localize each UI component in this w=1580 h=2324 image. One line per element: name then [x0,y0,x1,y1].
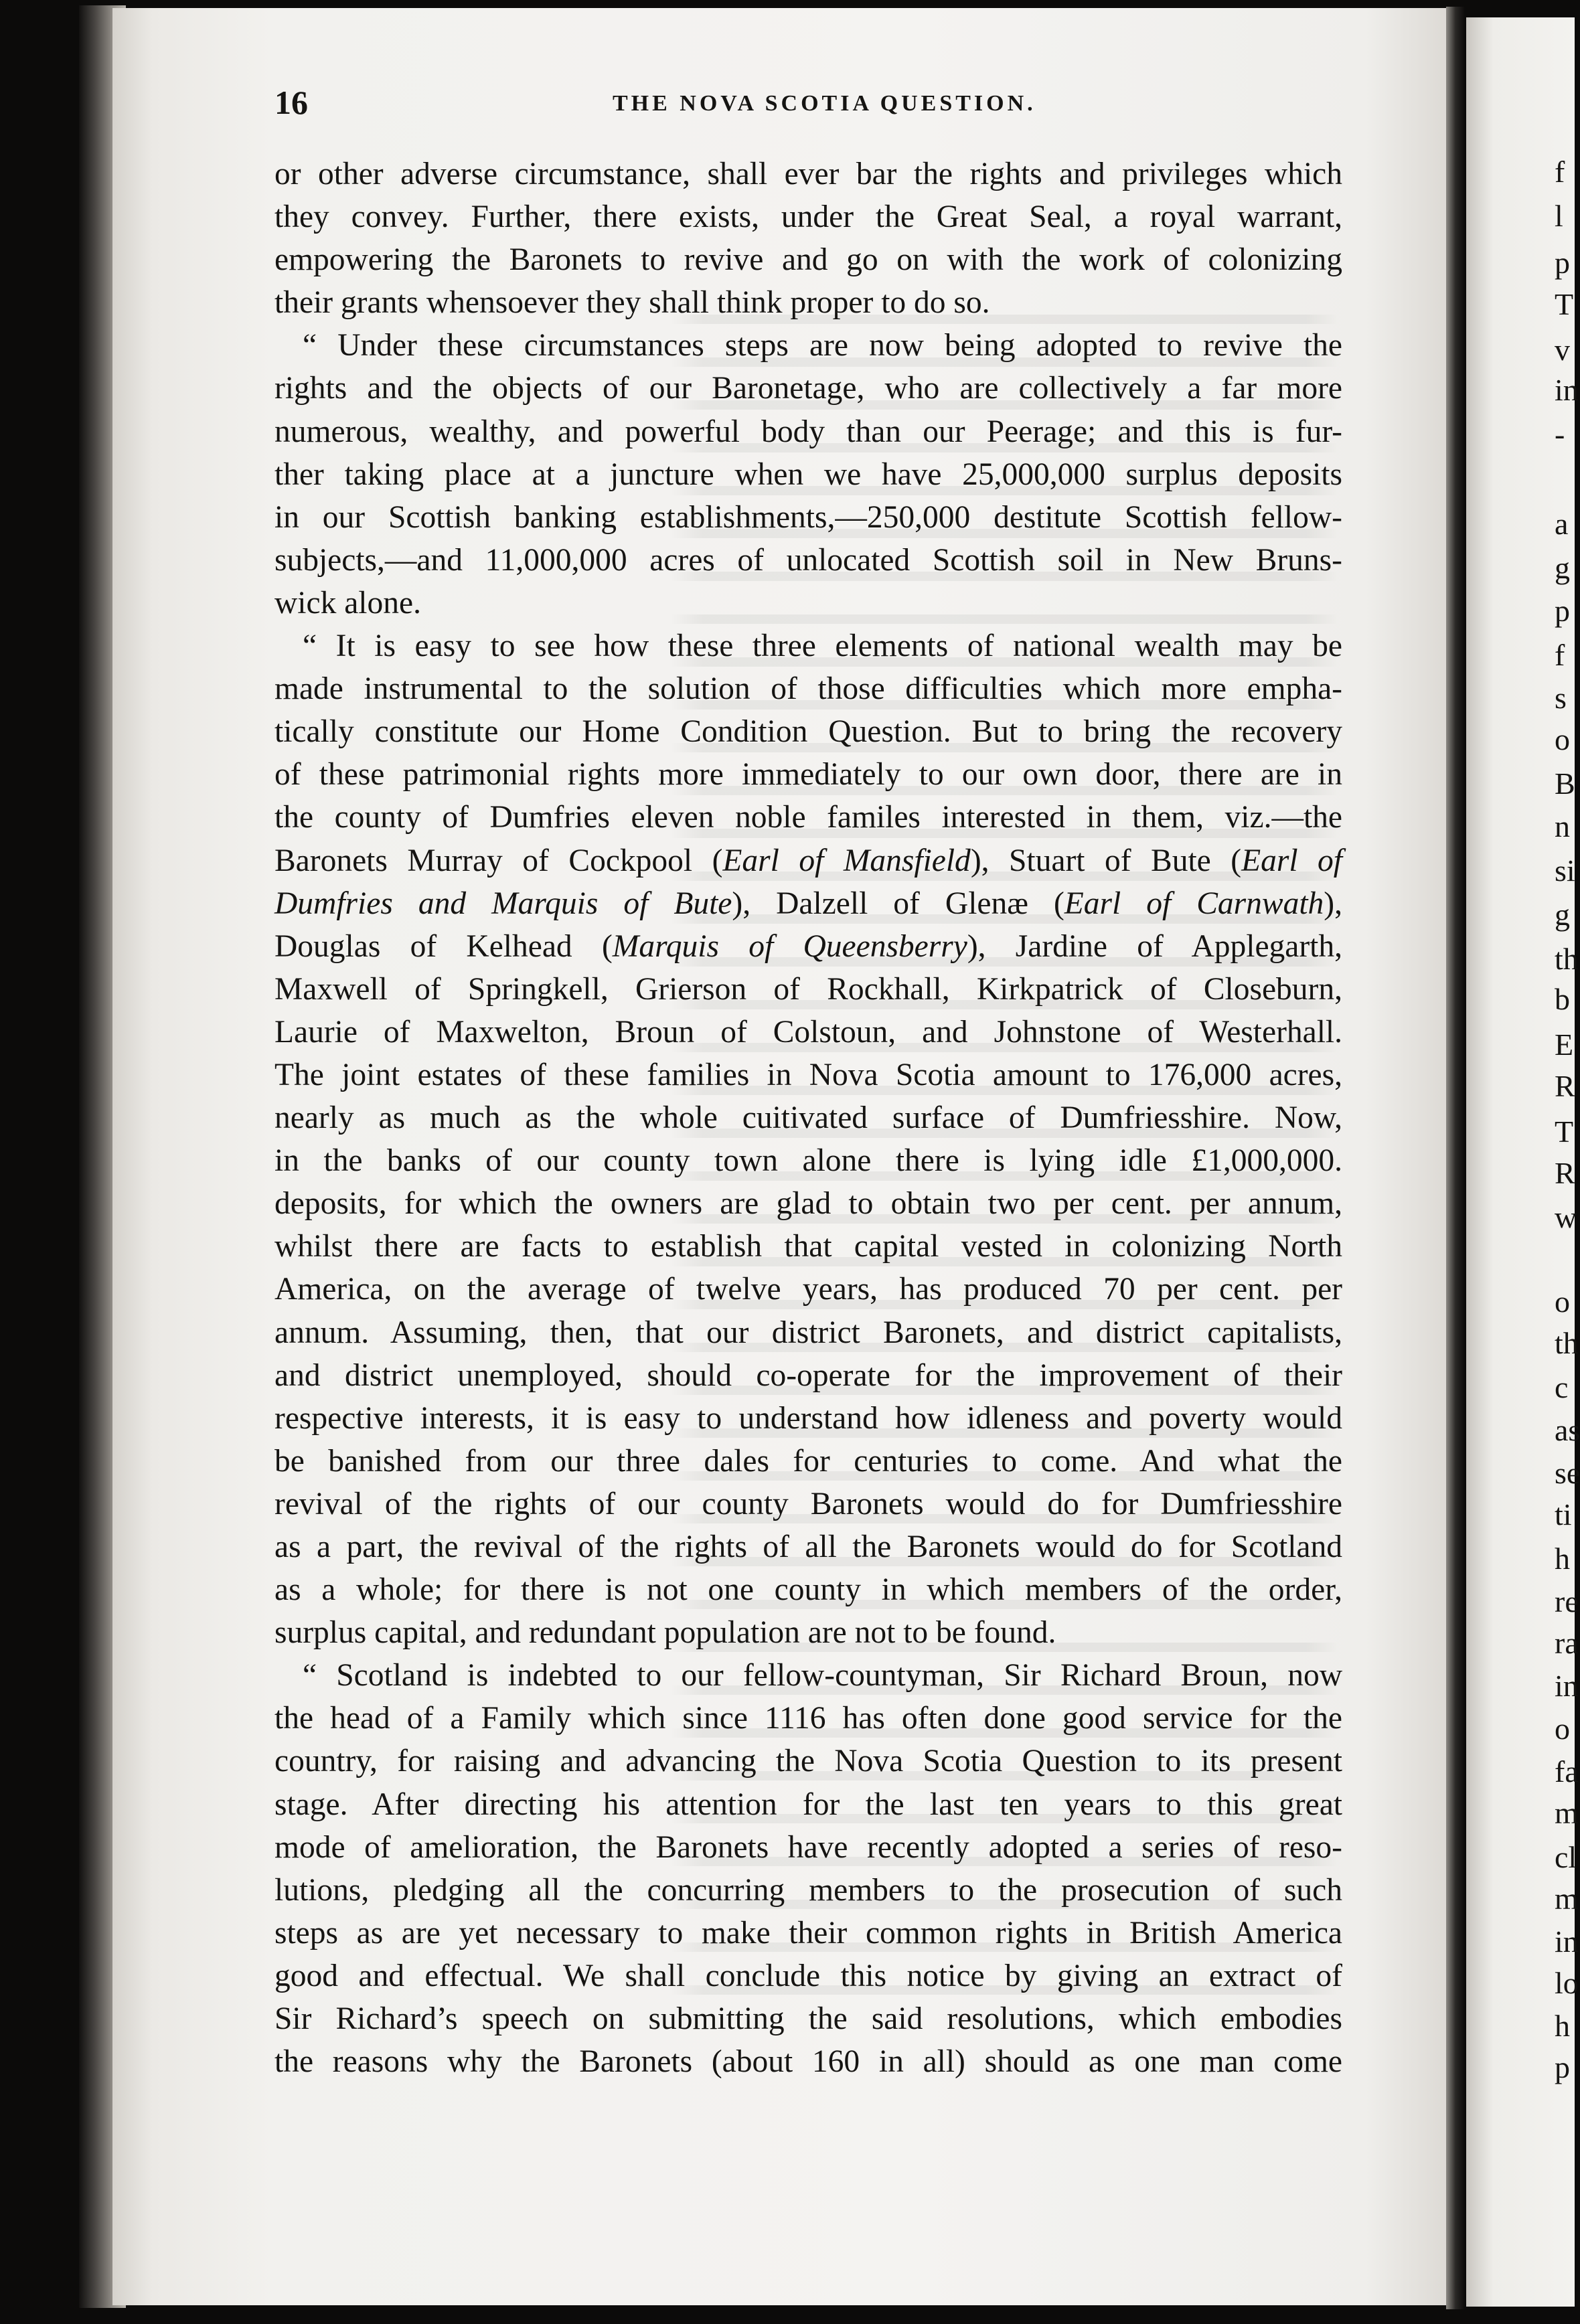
text-line: good and effectual. We shall conclude this notice by giving an extract of [274,1958,1342,1993]
text-line: the county of Dumfries eleven noble familes interested in them, viz.—the [274,800,1342,835]
text-line: tically constitute our Home Condition Question. But to bring the recovery [274,714,1342,750]
facing-page-fragment: se [1555,1456,1580,1490]
text-line: in our Scottish banking establishments,—250,000 destitute Scottish fellow- [274,499,1342,535]
text-line: steps as are yet necessary to make their common rights in British America [274,1915,1342,1950]
facing-page-fragment: si [1555,853,1575,888]
text-line: respective interests, it is easy to understand how idleness and poverty would [274,1400,1342,1436]
facing-page-fragment: in [1555,1924,1579,1959]
facing-page-fragment: m [1555,1882,1579,1916]
text-line: “ It is easy to see how these three elements of national wealth may be [303,629,1342,664]
text-line: as a whole; for there is not one county in which members of the order, [274,1572,1342,1608]
facing-page-fragment: m [1555,1796,1579,1830]
facing-page-fragment: T [1555,1114,1574,1149]
text-line: Dumfries and Marquis of Bute), Dalzell of Glenæ (Earl of Carnwath), [274,886,1342,921]
facing-page-fragment: ra [1555,1626,1579,1660]
facing-page-fragment: B [1555,766,1575,801]
facing-page-fragment: f [1555,155,1565,189]
text-line: Sir Richard’s speech on submitting the said resolutions, which embodies [274,2001,1342,2037]
text-line: deposits, for which the owners are glad to obtain two per cent. per annum, [274,1186,1342,1222]
text-line: “ Under these circumstances steps are now being adopted to revive the [303,328,1342,363]
text-line: of these patrimonial rights more immediately to our own door, there are in [274,757,1342,793]
facing-page-fragment: cl [1555,1840,1577,1874]
facing-page-fragment: re [1555,1584,1579,1618]
text-line: ther taking place at a juncture when we have 25,000,000 surplus deposits [274,456,1342,492]
page-number: 16 [274,84,308,121]
text-line: surplus capital, and redundant population are not to be found. [274,1615,1056,1651]
facing-page-fragment: b [1555,982,1570,1016]
facing-page-fragment: R [1555,1069,1575,1103]
facing-page-fragment: h [1555,1542,1570,1576]
text-line: nearly as much as the whole cuitivated surface of Dumfriesshire. Now, [274,1100,1342,1136]
facing-page-fragment: in [1555,1669,1579,1703]
facing-page [1466,17,1580,2307]
facing-page-fragment: th [1555,942,1579,976]
facing-page-fragment: n [1555,809,1570,843]
facing-page-fragment: a [1555,507,1569,541]
facing-page-fragment: v [1555,333,1570,367]
facing-page-fragment: h [1555,2009,1570,2043]
text-line: made instrumental to the solution of those difficulties which more empha- [274,671,1342,707]
facing-page-fragment: p [1555,2050,1570,2084]
text-line: whilst there are facts to establish that capital vested in colonizing North [274,1229,1342,1264]
facing-page-fragment: fa [1555,1754,1579,1789]
text-line: the reasons why the Baronets (about 160 in all) should as one man come [274,2044,1342,2080]
text-line: and district unemployed, should co-operate for the improvement of their [274,1357,1342,1393]
text-line: Douglas of Kelhead (Marquis of Queensberry), Jardine of Applegarth, [274,928,1342,964]
text-line: in the banks of our county town alone there is lying idle £1,000,000. [274,1143,1342,1179]
text-line: Laurie of Maxwelton, Broun of Colstoun, and Johnstone of Westerhall. [274,1014,1342,1050]
facing-page-fragment: s [1555,681,1567,715]
facing-page-fragment: p [1555,594,1570,628]
gutter-shadow [1446,7,1465,2309]
facing-page-fragment: f [1555,638,1565,672]
text-line: Maxwell of Springkell, Grierson of Rockhall, Kirkpatrick of Closeburn, [274,971,1342,1007]
facing-page-fragment: R [1555,1156,1575,1190]
text-line: they convey. Further, there exists, under the Great Seal, a royal warrant, [274,199,1342,235]
text-line: America, on the average of twelve years, has produced 70 per cent. per [274,1272,1342,1307]
facing-page-fragment: T [1555,287,1574,321]
text-line: subjects,—and 11,000,000 acres of unlocated Scottish soil in New Bruns- [274,542,1342,578]
facing-page-fragment: p [1555,246,1570,280]
text-line: country, for raising and advancing the Nova Scotia Question to its present [274,1744,1342,1779]
text-line: be banished from our three dales for centuries to come. And what the [274,1443,1342,1479]
text-line: numerous, wealthy, and powerful body than our Peerage; and this is fur- [274,414,1342,449]
facing-page-fragment: o [1555,1712,1570,1746]
text-line: The joint estates of these families in Nova Scotia amount to 176,000 acres, [274,1057,1342,1092]
text-line: the head of a Family which since 1116 has often done good service for the [274,1701,1342,1736]
text-line: mode of amelioration, the Baronets have recently adopted a series of reso- [274,1829,1342,1865]
text-line: empowering the Baronets to revive and go on with the work of colonizing [274,242,1342,278]
text-line: rights and the objects of our Baronetage, who are collectively a far more [274,371,1342,406]
facing-page-fragment: - [1555,417,1565,451]
text-line: stage. After directing his attention for the last ten years to this great [274,1787,1342,1822]
text-line: annum. Assuming, then, that our district Baronets, and district capitalists, [274,1315,1342,1350]
facing-page-fragment: lo [1555,1966,1579,2000]
facing-page-fragment: in [1555,373,1579,407]
running-title: THE NOVA SCOTIA QUESTION. [613,91,1036,116]
facing-page-fragment: g [1555,551,1570,585]
facing-page-fragment: th [1555,1326,1579,1360]
facing-page-fragment: o [1555,1284,1570,1319]
text-line: or other adverse circumstance, shall ever bar the rights and privileges which [274,157,1342,191]
facing-page-fragment: o [1555,722,1570,756]
text-line: their grants whensoever they shall think proper to do so. [274,285,990,321]
running-head [274,86,1413,126]
text-line: as a part, the revival of the rights of all the Baronets would do for Scotland [274,1529,1342,1564]
text-line: wick alone. [274,585,421,620]
facing-page-fragment: w [1555,1200,1577,1234]
text-line: “ Scotland is indebted to our fellow-countyman, Sir Richard Broun, now [303,1658,1342,1693]
facing-page-fragment: c [1555,1370,1569,1404]
facing-page-fragment: l [1555,199,1563,233]
body-text [274,153,1342,2083]
facing-page-fragment: ti [1555,1497,1572,1531]
facing-page-fragment: E [1555,1027,1574,1062]
text-line: Baronets Murray of Cockpool (Earl of Mansfield), Stuart of Bute (Earl of [274,843,1342,878]
text-line: lutions, pledging all the concurring members to the prosecution of such [274,1872,1342,1908]
facing-page-fragment: g [1555,898,1570,932]
facing-page-fragment: as [1555,1413,1580,1447]
text-line: revival of the rights of our county Baronets would do for Dumfriesshire [274,1486,1342,1521]
